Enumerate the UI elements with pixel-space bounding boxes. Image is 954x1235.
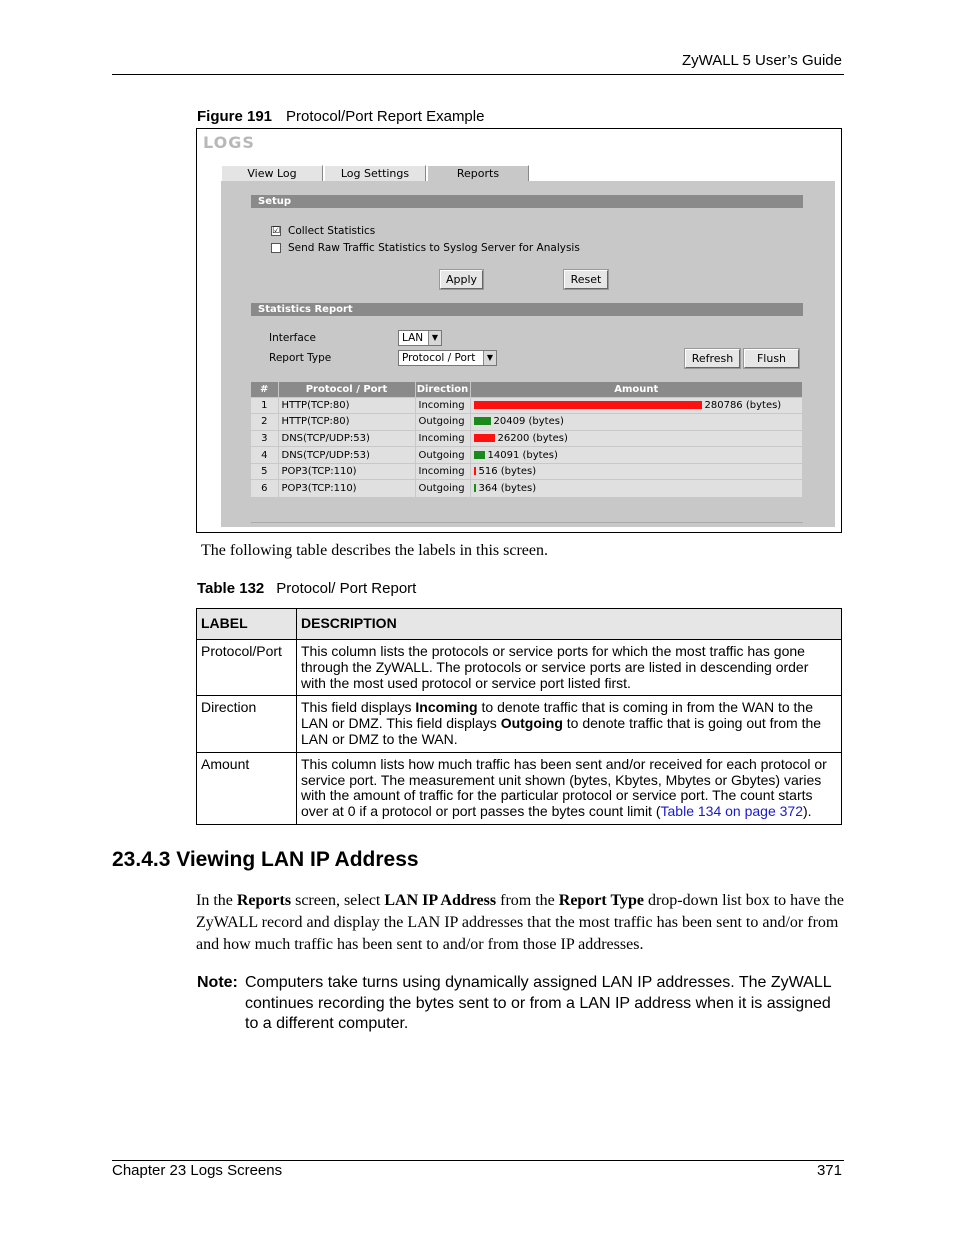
amount-bar <box>474 451 485 459</box>
row-direction: Outgoing <box>415 447 470 464</box>
footer-page-number: 371 <box>816 1162 842 1179</box>
para-text: In the <box>196 892 237 909</box>
intro-text: The following table describes the labels in this screen. <box>201 542 549 559</box>
row-direction: Outgoing <box>415 480 470 497</box>
amount-bar <box>474 467 476 475</box>
row-protocol: HTTP(TCP:80) <box>278 414 415 431</box>
row-direction: Incoming <box>415 463 470 480</box>
header-rule <box>112 74 844 75</box>
row-direction: Outgoing <box>415 414 470 431</box>
amount-value: 364 (bytes) <box>478 483 537 495</box>
row-amount <box>470 397 803 414</box>
report-table <box>251 382 803 497</box>
col-header-protocol: Protocol / Port <box>278 382 415 397</box>
col-header-direction: Direction <box>415 382 470 397</box>
interface-value: LAN <box>402 332 424 344</box>
desc-text: This column lists how much traffic has been sent and/or received for each protocol or service port. The measurement unit shown (bytes, Kbytes, Mbytes or Gbytes) varies with the amount of traffic for the particular protocol or service port. The count starts over at 0 if a protocol or port passes the bytes count limit ( <box>301 755 827 820</box>
report-type-select[interactable] <box>398 350 497 366</box>
tab-reports[interactable]: Reports <box>427 165 529 181</box>
table-row <box>251 463 803 480</box>
row-num: 2 <box>251 414 278 431</box>
interface-label: Interface <box>269 332 317 344</box>
desc-text: to denote traffic that is going out from the LAN or DMZ to the WAN. <box>301 715 822 747</box>
para-bold: Reports <box>236 892 292 909</box>
amount-value: 20409 (bytes) <box>493 416 564 428</box>
desc-text: to denote traffic that is coming in from the WAN to the LAN or DMZ. This field displays <box>301 699 814 732</box>
collect-statistics-label: Collect Statistics <box>288 225 376 237</box>
report-table-header <box>251 382 803 397</box>
row-amount <box>470 430 803 447</box>
send-raw-checkbox[interactable] <box>271 243 281 253</box>
screenshot-frame <box>196 128 842 533</box>
tab-bar <box>221 165 530 181</box>
interface-select[interactable] <box>398 330 442 346</box>
row-protocol: DNS(TCP/UDP:53) <box>278 447 415 464</box>
tab-view-log[interactable]: View Log <box>221 165 323 181</box>
row-description <box>297 752 842 824</box>
row-amount <box>470 414 803 431</box>
footer-chapter: Chapter 23 Logs Screens <box>112 1162 283 1179</box>
section-heading: 23.4.3 Viewing LAN IP Address <box>112 848 419 871</box>
row-protocol: POP3(TCP:110) <box>278 463 415 480</box>
setup-section-title: Setup <box>251 195 803 208</box>
amount-bar <box>474 434 495 442</box>
row-protocol: DNS(TCP/UDP:53) <box>278 430 415 447</box>
report-type-label: Report Type <box>269 352 332 364</box>
table-row <box>197 752 842 824</box>
row-num: 4 <box>251 447 278 464</box>
app-title: LOGS <box>203 133 255 152</box>
row-label: Direction <box>197 696 297 752</box>
para-bold: Report Type <box>558 892 644 909</box>
tab-log-settings[interactable]: Log Settings <box>324 165 426 181</box>
para-text: from the <box>496 892 559 909</box>
row-label: Protocol/Port <box>197 640 297 696</box>
row-num: 3 <box>251 430 278 447</box>
table-caption-title: Protocol/ Port Report <box>276 580 417 597</box>
row-amount <box>470 480 803 497</box>
row-num: 1 <box>251 397 278 414</box>
row-label: Amount <box>197 752 297 824</box>
figure-label: Figure 191 <box>197 108 273 125</box>
note-text: Computers take turns using dynamically assigned LAN IP addresses. The ZyWALL continues recording the bytes sent to or from a LAN IP address when it is assigned to a different computer. <box>245 974 832 1032</box>
desc-text: This field displays <box>301 699 416 716</box>
amount-value: 14091 (bytes) <box>487 449 558 461</box>
table-row <box>197 696 842 752</box>
chevron-down-icon: ▼ <box>483 351 496 365</box>
table-134-link[interactable]: Table 134 on page 372 <box>660 803 803 820</box>
desc-header-label: LABEL <box>197 609 297 640</box>
panel-divider <box>251 522 803 523</box>
reset-button[interactable]: Reset <box>564 270 608 289</box>
table-row <box>251 430 803 447</box>
row-description <box>297 696 842 752</box>
statistics-section-title: Statistics Report <box>251 303 803 316</box>
table-row <box>251 414 803 431</box>
table-row <box>251 397 803 414</box>
running-header: ZyWALL 5 User’s Guide <box>681 52 842 69</box>
send-raw-row <box>271 242 580 254</box>
col-header-num: # <box>251 382 278 397</box>
row-description: This column lists the protocols or service ports for which the most traffic has gone through the ZyWALL. The protocols or service ports are listed in descending order with the most used protocol or service port listed first. <box>297 640 842 696</box>
desc-bold: Outgoing <box>500 715 563 732</box>
refresh-button[interactable]: Refresh <box>685 349 740 368</box>
table-caption-label: Table 132 <box>197 580 265 597</box>
figure-caption <box>197 108 484 125</box>
amount-value: 516 (bytes) <box>478 466 537 478</box>
row-direction: Incoming <box>415 397 470 414</box>
note <box>197 973 843 1035</box>
row-protocol: HTTP(TCP:80) <box>278 397 415 414</box>
row-amount <box>470 463 803 480</box>
chevron-down-icon: ▼ <box>428 331 441 345</box>
desc-table-header <box>197 609 842 640</box>
figure-title: Protocol/Port Report Example <box>286 108 485 125</box>
amount-bar <box>474 484 476 492</box>
row-num: 5 <box>251 463 278 480</box>
collect-statistics-checkbox[interactable]: ☑ <box>272 226 281 236</box>
amount-value: 26200 (bytes) <box>497 432 568 444</box>
desc-bold: Incoming <box>415 699 478 716</box>
amount-value: 280786 (bytes) <box>704 399 782 411</box>
report-type-value: Protocol / Port <box>402 352 476 364</box>
row-direction: Incoming <box>415 430 470 447</box>
col-header-amount: Amount <box>470 382 803 397</box>
footer-rule <box>112 1160 844 1161</box>
section-paragraph <box>196 890 844 956</box>
note-label: Note: <box>197 974 238 991</box>
amount-bar <box>474 417 491 425</box>
table-row <box>197 640 842 696</box>
reports-panel <box>221 181 835 527</box>
row-num: 6 <box>251 480 278 497</box>
desc-header-description: DESCRIPTION <box>297 609 842 640</box>
flush-button[interactable]: Flush <box>744 349 799 368</box>
row-amount <box>470 447 803 464</box>
apply-button[interactable]: Apply <box>440 270 483 289</box>
description-table <box>196 608 842 825</box>
table-caption <box>197 580 416 597</box>
table-row <box>251 480 803 497</box>
table-row <box>251 447 803 464</box>
desc-text: ). <box>802 803 812 820</box>
row-protocol: POP3(TCP:110) <box>278 480 415 497</box>
amount-bar <box>474 401 702 409</box>
collect-statistics-row <box>271 225 375 237</box>
para-text: drop-down list box to have the ZyWALL record and display the LAN IP addresses that the most traffic has been sent to and/or from and how much traffic has been sent to and/or from those IP addresses. <box>196 892 844 953</box>
send-raw-label: Send Raw Traffic Statistics to Syslog Server for Analysis <box>288 242 580 254</box>
para-text: screen, select <box>291 892 385 909</box>
para-bold: LAN IP Address <box>384 892 497 909</box>
